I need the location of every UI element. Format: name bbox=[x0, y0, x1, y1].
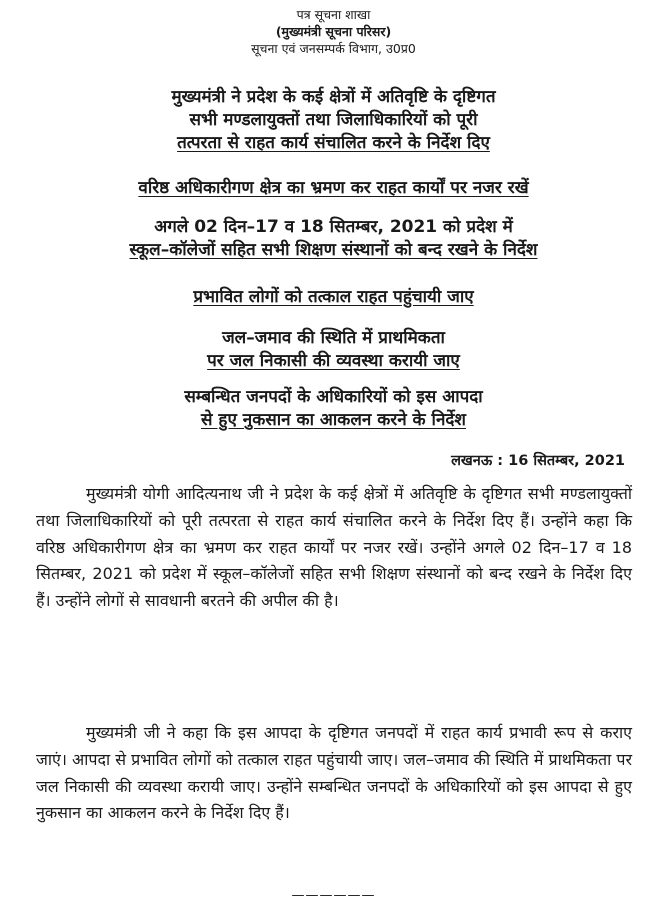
headline-2 bbox=[0, 177, 667, 200]
headline-2-line-1: वरिष्ठ अधिकारीगण क्षेत्र का भ्रमण कर राहत कार्यों पर नजर रखें bbox=[138, 178, 529, 198]
headline-3-line-2: स्कूल–कॉलेजों सहित सभी शिक्षण संस्थानों को बन्द रखने के निर्देश bbox=[129, 240, 538, 260]
letterhead bbox=[0, 6, 667, 57]
headline-4 bbox=[0, 286, 667, 309]
headline-3 bbox=[0, 216, 667, 262]
body-paragraph-1: मुख्यमंत्री योगी आदित्यनाथ जी ने प्रदेश के कई क्षेत्रों में अतिवृष्टि के दृष्टिगत सभी मण्डलायुक्तों तथा जिलाधिकारियों को पूरी तत्परता से राहत कार्य संचालित करने के निर्देश दिए हैं। उन्होंने कहा कि वरिष्ठ अधिकारीगण क्षेत्र का भ्रमण कर राहत कार्यों पर नजर रखें। उन्होंने अगले 02 दिन–17 व 18 सितम्बर, 2021 को प्रदेश में स्कूल–कॉलेजों सहित सभी शिक्षण संस्थानों को बन्द रखने के निर्देश दिए हैं। उन्होंने लोगों से सावधानी बरतने की अपील की है। bbox=[36, 484, 632, 611]
headline-1-line-1: मुख्यमंत्री ने प्रदेश के कई क्षेत्रों में अतिवृष्टि के दृष्टिगत bbox=[171, 87, 496, 107]
headline-6-line-2: से हुए नुकसान का आकलन करने के निर्देश bbox=[201, 410, 466, 430]
headline-6 bbox=[0, 386, 667, 432]
end-mark: —————— bbox=[291, 888, 376, 903]
headline-3-line-1: अगले 02 दिन–17 व 18 सितम्बर, 2021 को प्रदेश में bbox=[154, 217, 513, 237]
headline-1-line-3: तत्परता से राहत कार्य संचालित करने के निर्देश दिए bbox=[177, 133, 490, 153]
letterhead-department: सूचना एवं जनसम्पर्क विभाग, उ0प्र0 bbox=[251, 41, 416, 56]
dateline: लखनऊ : 16 सितम्बर, 2021 bbox=[451, 453, 625, 469]
headline-1 bbox=[0, 86, 667, 155]
headline-1-line-2: सभी मण्डलायुक्तों तथा जिलाधिकारियों को पूरी bbox=[189, 110, 478, 130]
body-paragraph-2: मुख्यमंत्री जी ने कहा कि इस आपदा के दृष्टिगत जनपदों में राहत कार्य प्रभावी रूप से कराए जाएं। आपदा से प्रभावित लोगों को तत्काल राहत पहुंचायी जाए। जल–जमाव की स्थिति में प्राथमिकता पर जल निकासी की व्यवस्था करायी जाए। उन्होंने सम्बन्धित जनपदों के अधिकारियों को इस आपदा से हुए नुकसान का आकलन करने के निर्देश दिए हैं। bbox=[36, 723, 632, 823]
headline-5-line-2: पर जल निकासी की व्यवस्था करायी जाए bbox=[207, 351, 460, 371]
headline-6-line-1: सम्बन्धित जनपदों के अधिकारियों को इस आपदा bbox=[184, 387, 483, 407]
letterhead-branch: पत्र सूचना शाखा bbox=[296, 7, 371, 22]
headline-4-line-1: प्रभावित लोगों को तत्काल राहत पहुंचायी जाए bbox=[193, 287, 474, 307]
headline-5 bbox=[0, 327, 667, 373]
headline-5-line-1: जल–जमाव की स्थिति में प्राथमिकता bbox=[222, 328, 445, 348]
letterhead-office: (मुख्यमंत्री सूचना परिसर) bbox=[275, 24, 392, 39]
